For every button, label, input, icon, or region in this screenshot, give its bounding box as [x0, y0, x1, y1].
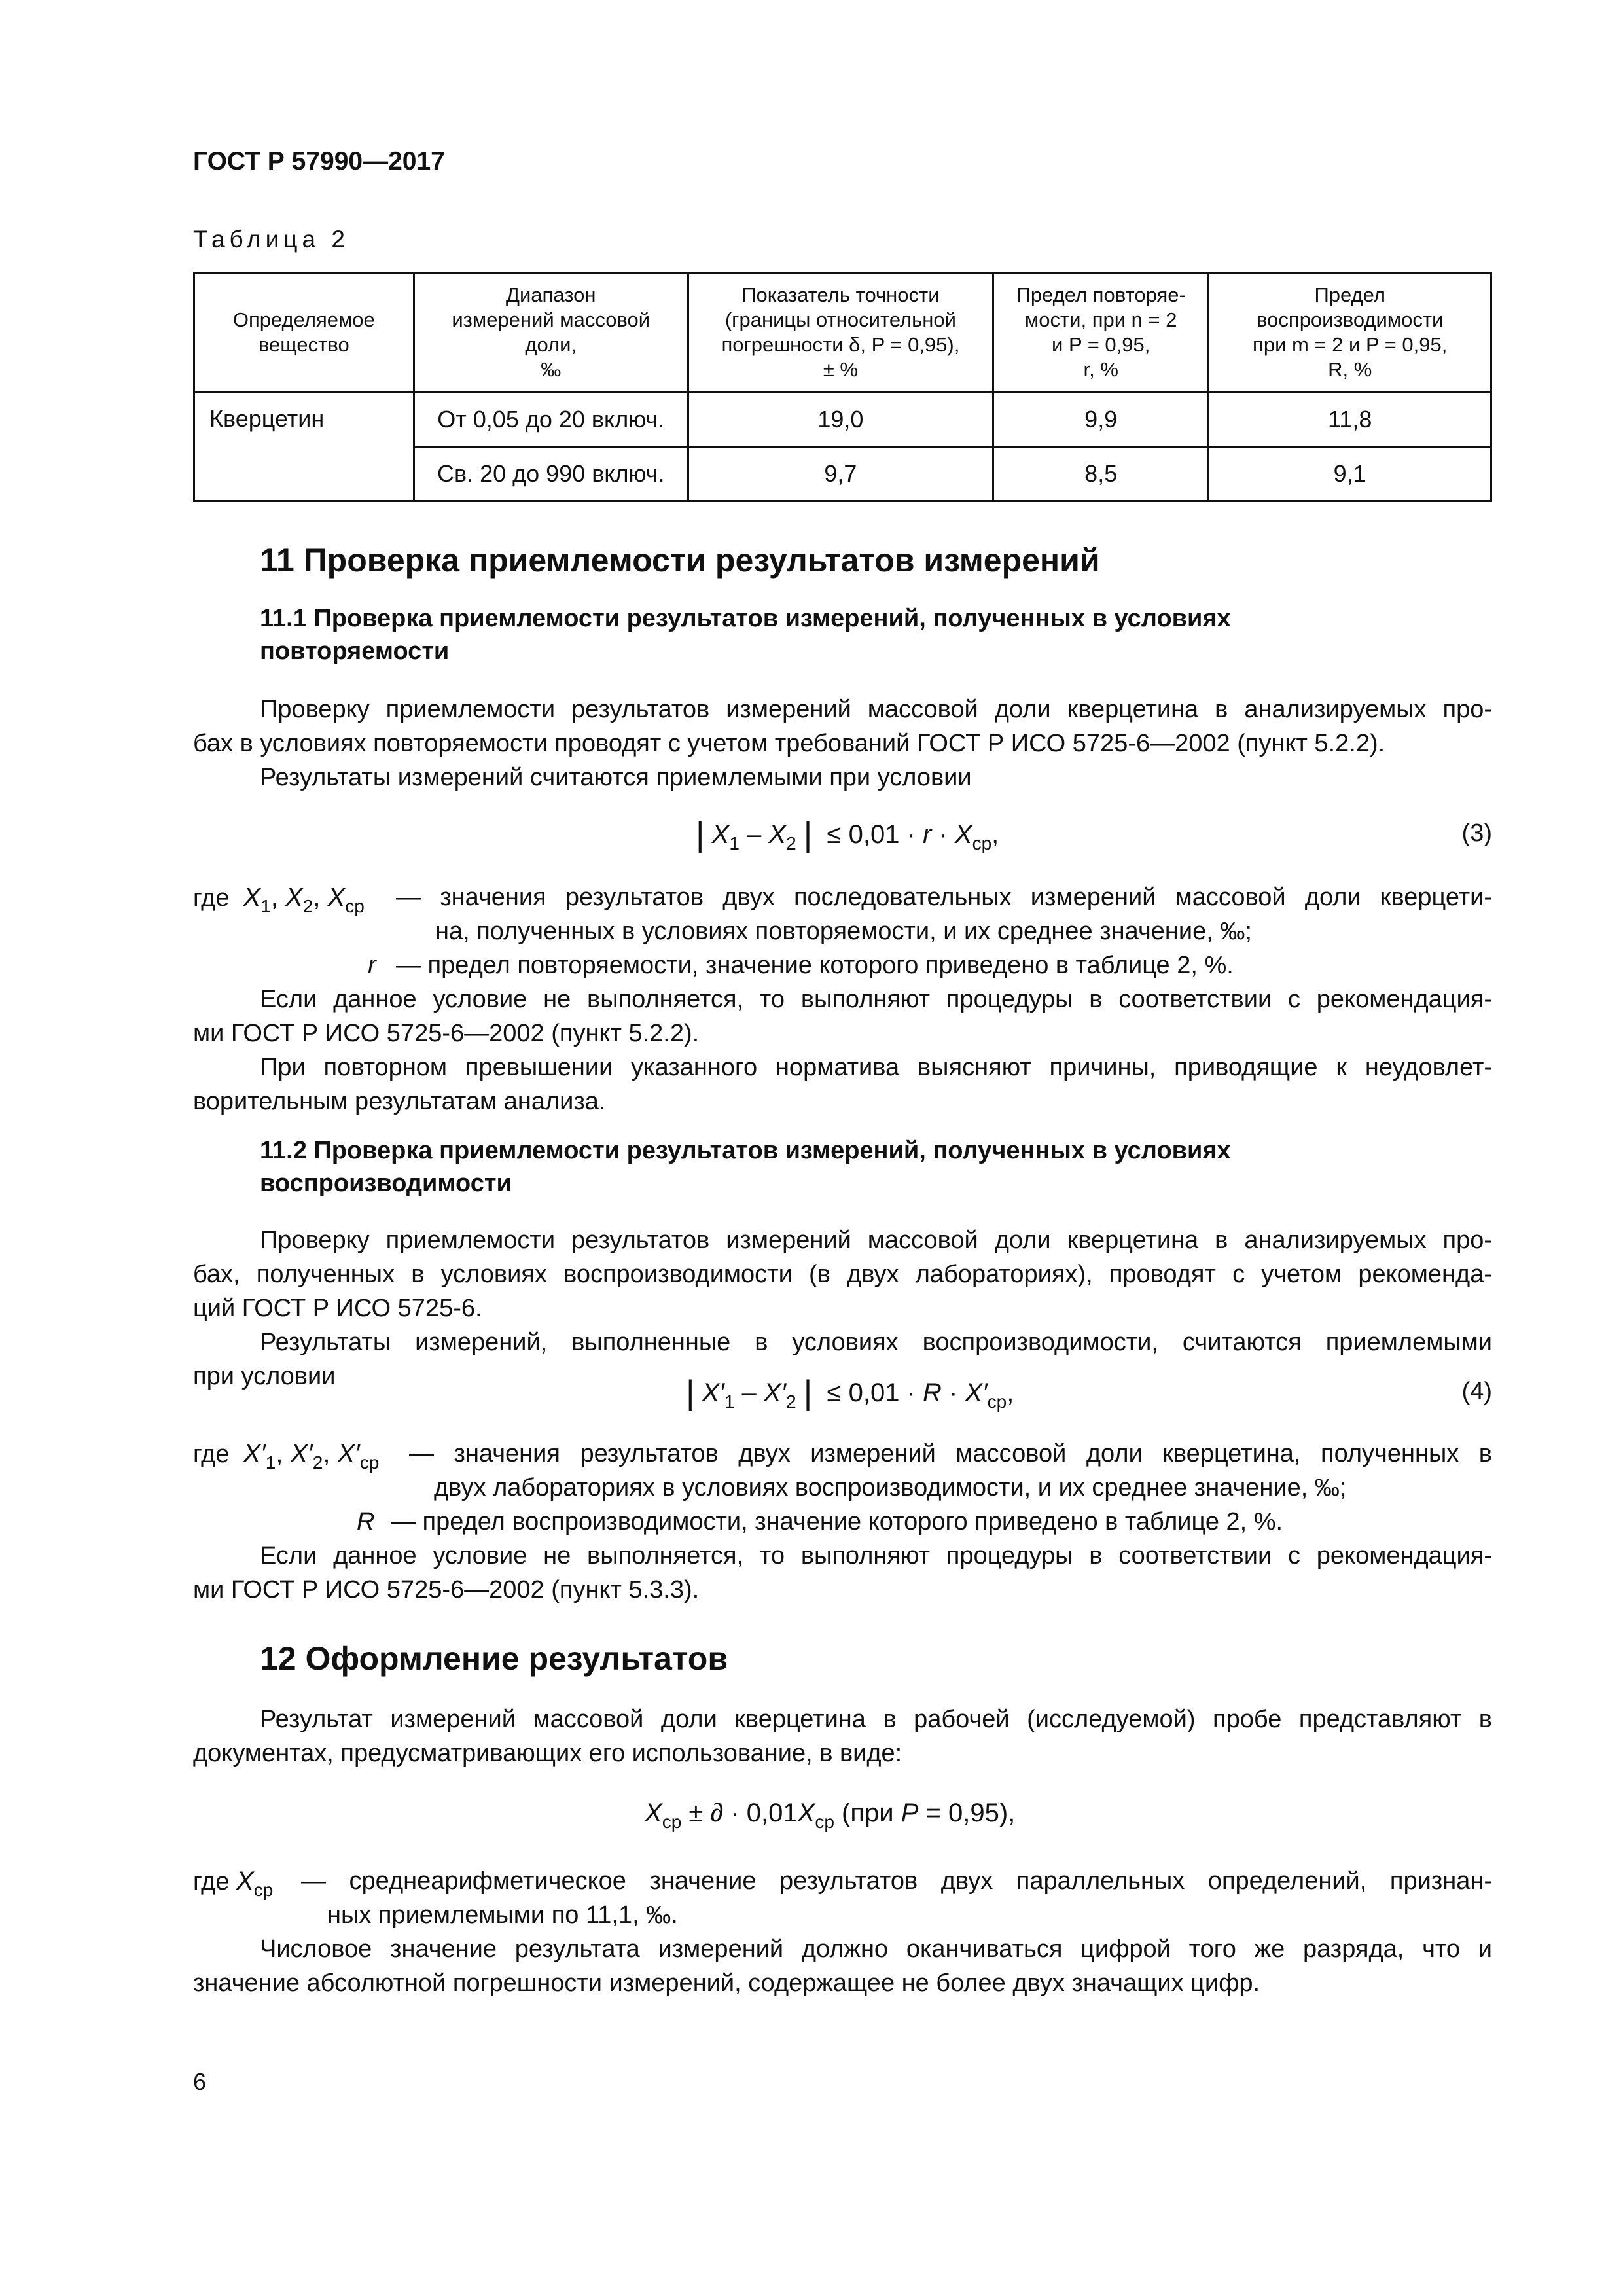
accuracy-table	[193, 272, 1492, 502]
repeatability-cell: 9,9	[993, 393, 1209, 447]
where-variable: r	[368, 952, 376, 979]
paragraph: Если данное условие не выполняется, то выполняют процедуры в соответствии с рекомендация- ми ГОСТ Р ИСО 5725-6—2002 (пункт 5.2.2). При повторном превышении указанного норматива выясняют причины, приводящие к неудовлет- ворительным результатам анализа.	[193, 986, 1492, 1115]
reproducibility-cell: 11,8	[1209, 393, 1491, 447]
repeatability-cell: 8,5	[993, 447, 1209, 501]
accuracy-cell: 19,0	[688, 393, 993, 447]
equation-number-3: (3)	[1461, 819, 1492, 847]
accuracy-cell: 9,7	[688, 447, 993, 501]
paragraph: Числовое значение результата измерений должно оканчиваться цифрой того же разряда, что и значение абсолютной погрешности измерений, содержащее не более двух значащих цифр.	[193, 1935, 1492, 1997]
table-caption: Таблица 2	[193, 226, 349, 253]
col-header-reproducibility: Предел воспроизводимости при m = 2 и P = 0,95, R, %	[1209, 273, 1491, 393]
where-definition: — значения результатов двух последовательных измерений массовой доли кверцети- на, полученных в условиях повторяемости, и их среднее значение, ‰;	[396, 884, 1492, 945]
where-definition: — предел повторяемости, значение которого приведено в таблице 2, %.	[396, 952, 1234, 979]
paragraph: Если данное условие не выполняется, то выполняют процедуры в соответствии с рекомендация- ми ГОСТ Р ИСО 5725-6—2002 (пункт 5.3.3).	[193, 1542, 1492, 1604]
where-definition: — предел воспроизводимости, значение которого приведено в таблице 2, %.	[391, 1508, 1283, 1535]
result-formula: $X_{ср}$ ± ∂ · $0,01X_{ср}$ (при P = 0,95),	[645, 1799, 1016, 1832]
col-header-repeatability: Предел повторяе- мости, при n = 2 и P = 0,95, r, %	[993, 273, 1209, 393]
reproducibility-cell: 9,1	[1209, 447, 1491, 501]
substance-cell: Кверцетин	[194, 393, 414, 501]
section-11-title: 11 Проверка приемлемости результатов измерений	[260, 542, 1100, 579]
where-variable: R	[357, 1508, 375, 1535]
where-definition: — значения результатов двух измерений массовой доли кверцетина, полученных в двух лабораториях в условиях воспроизводимости, и их среднее значение, ‰;	[409, 1440, 1492, 1501]
page-number: 6	[193, 2068, 207, 2095]
table-header-row	[194, 273, 1491, 393]
where-label: где $X'_1$, $X'_2$, $X'_{ср}$	[193, 1439, 380, 1473]
standard-header: ГОСТ Р 57990—2017	[193, 147, 445, 175]
paragraph: Проверку приемлемости результатов измерений массовой доли кверцетина в анализируемых про- бах в условиях повторяемости проводят с учетом требований ГОСТ Р ИСО 5725-6—2002 (пункт 5.2.2). Результаты измерений считаются приемлемыми при условии	[193, 696, 1492, 791]
where-label: где $X_{ср}$	[193, 1867, 274, 1900]
where-label: где $X_1$, $X_2$, $X_{ср}$	[193, 883, 365, 916]
formula-4: | $X'_1 - X'_2$ | ≤ $0,01 \cdot R \cdot X'_{ср}$,	[686, 1374, 1014, 1412]
col-header-range: Диапазон измерений массовой доли, ‰	[414, 273, 688, 393]
table-row	[194, 393, 1491, 447]
formula-3: | $X_1 - X_2$ | ≤ $0,01 \cdot r \cdot X_{ср}$,	[696, 816, 999, 853]
section-11-2-title: 11.2 Проверка приемлемости результатов измерений, полученных в условиях воспроизводимости	[260, 1137, 1231, 1197]
range-cell: Св. 20 до 990 включ.	[414, 447, 688, 501]
paragraph: Проверку приемлемости результатов измерений массовой доли кверцетина в анализируемых про- бах, полученных в условиях воспроизводимости (в двух лабораториях), проводят с учетом рекоменда- ций ГОСТ Р ИСО 5725-6. Результаты измерений, выполненные в условиях воспроизводимости, считаются приемлемыми при условии	[193, 1227, 1492, 1390]
equation-number-4: (4)	[1461, 1378, 1492, 1405]
range-cell: От 0,05 до 20 включ.	[414, 393, 688, 447]
section-11-1-title: 11.1 Проверка приемлемости результатов измерений, полученных в условиях повторяемости	[260, 605, 1231, 665]
where-definition: — среднеарифметическое значение результатов двух параллельных определений, признан- ных приемлемыми по 11,1, ‰.	[301, 1867, 1492, 1929]
col-header-substance: Определяемое вещество	[194, 273, 414, 393]
paragraph: Результат измерений массовой доли кверцетина в рабочей (исследуемой) пробе представляют в документах, предусматривающих его использование, в виде:	[193, 1706, 1492, 1767]
section-12-title: 12 Оформление результатов	[260, 1640, 728, 1677]
col-header-accuracy: Показатель точности (границы относительной погрешности δ, P = 0,95), ± %	[688, 273, 993, 393]
